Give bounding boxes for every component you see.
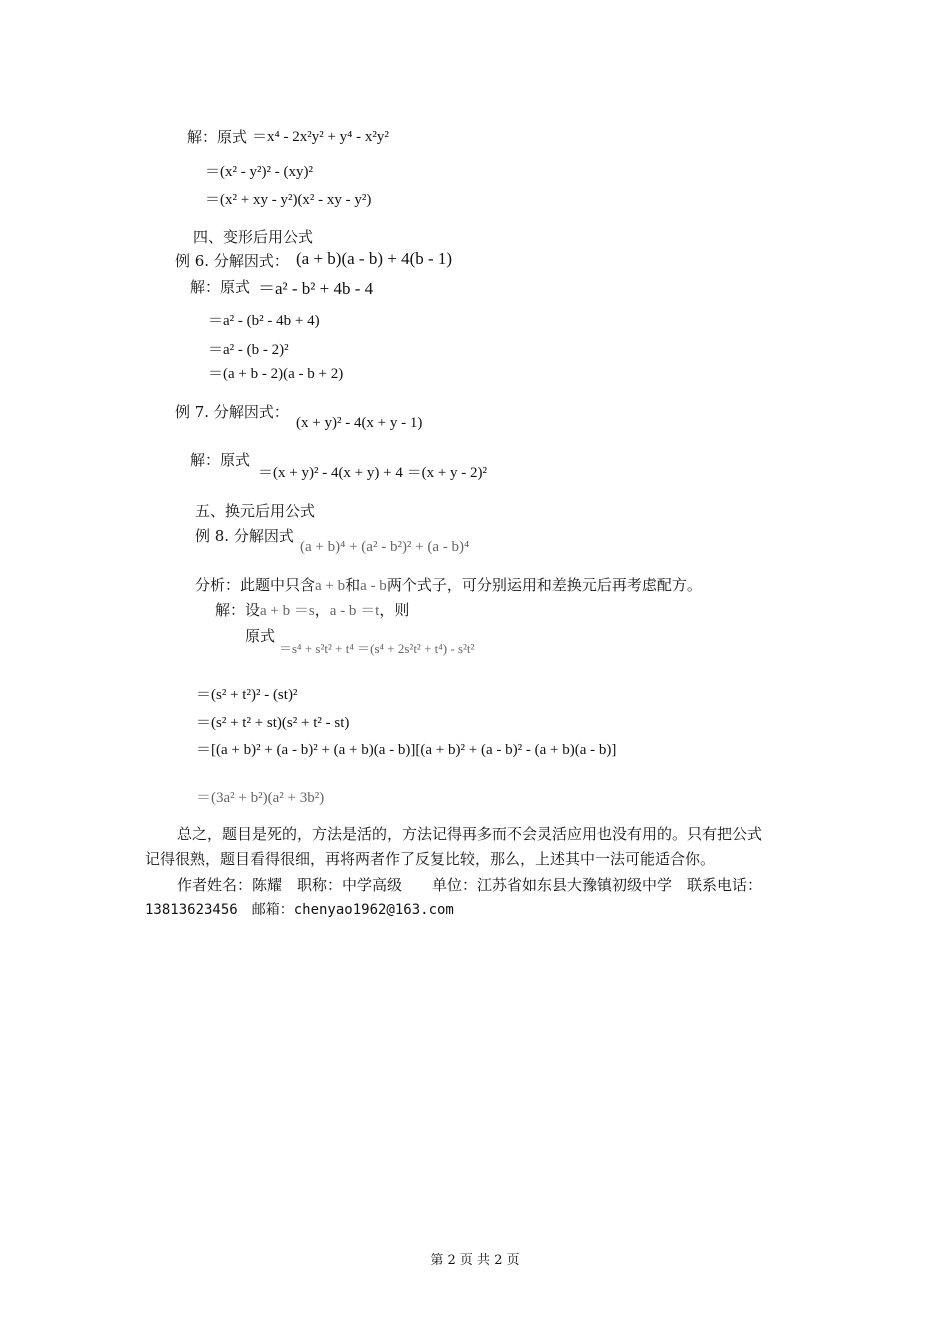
example-label: 例 6. 分解因式： bbox=[175, 252, 289, 270]
formula-line: ＝[(a + b)² + (a - b)² + (a + b)(a - b)][(a + b)² + (a - b)² - (a + b)(a - b)] bbox=[196, 742, 617, 758]
summary-paragraph: 记得很熟，题目看得很细，再将两者作了反复比较，那么，上述其中一法可能适合你。 bbox=[145, 850, 716, 868]
section-heading: 四、变形后用公式 bbox=[193, 228, 314, 246]
section-heading: 五、换元后用公式 bbox=[195, 502, 316, 520]
formula-line: ＝(x² + xy - y²)(x² - xy - y²) bbox=[205, 192, 372, 208]
example-label: 例 8. 分解因式 bbox=[195, 527, 294, 545]
formula-line: ＝x⁴ - 2x²y² + y⁴ - x²y² bbox=[252, 129, 389, 145]
formula-line: ＝(x + y)² - 4(x + y) + 4 ＝(x + y - 2)² bbox=[258, 465, 488, 481]
author-info: 作者姓名：陈耀 职称：中学高级 单位：江苏省如东县大豫镇初级中学 联系电话： bbox=[177, 876, 763, 894]
formula-line: ＝(s² + t² + st)(s² + t² - st) bbox=[196, 715, 350, 731]
substitution-line: 解：设a + b ＝s，a - b ＝t，则 bbox=[215, 601, 410, 619]
formula-line: ＝a² - (b² - 4b + 4) bbox=[208, 313, 320, 329]
analysis-line: 分析：此题中只含a + b和a - b两个式子，可分别运用和差换元后再考虑配方。 bbox=[195, 576, 702, 594]
solution-label: 解：原式 bbox=[190, 278, 251, 296]
formula-line: ＝(a + b - 2)(a - b + 2) bbox=[208, 366, 344, 382]
solution-label: 解：原式 bbox=[190, 451, 251, 469]
contact-info: 13813623456 邮箱：chenyao1962@163.com bbox=[145, 902, 454, 918]
solution-label: 解：原式 bbox=[187, 128, 248, 146]
formula-line: ＝(s² + t²)² - (st)² bbox=[196, 687, 298, 703]
formula-line: (x + y)² - 4(x + y - 1) bbox=[296, 415, 423, 431]
formula-line: ＝a² - b² + 4b - 4 bbox=[258, 279, 374, 298]
formula-line: ＝s⁴ + s²t² + t⁴ ＝(s⁴ + 2s²t² + t⁴) - s²t² bbox=[279, 641, 475, 656]
formula-line: ＝(x² - y²)² - (xy)² bbox=[205, 164, 313, 180]
solution-label: 原式 bbox=[245, 627, 276, 645]
page-footer: 第 2 页 共 2 页 bbox=[430, 1253, 520, 1268]
formula-line: ＝a² - (b - 2)² bbox=[208, 342, 289, 358]
formula-line: (a + b)(a - b) + 4(b - 1) bbox=[296, 249, 453, 268]
summary-paragraph: 总之，题目是死的，方法是活的，方法记得再多而不会灵活应用也没有用的。只有把公式 bbox=[177, 825, 763, 843]
formula-line: ＝(3a² + b²)(a² + 3b²) bbox=[196, 790, 325, 806]
formula-line: (a + b)⁴ + (a² - b²)² + (a - b)⁴ bbox=[300, 539, 470, 555]
example-label: 例 7. 分解因式： bbox=[175, 403, 289, 421]
